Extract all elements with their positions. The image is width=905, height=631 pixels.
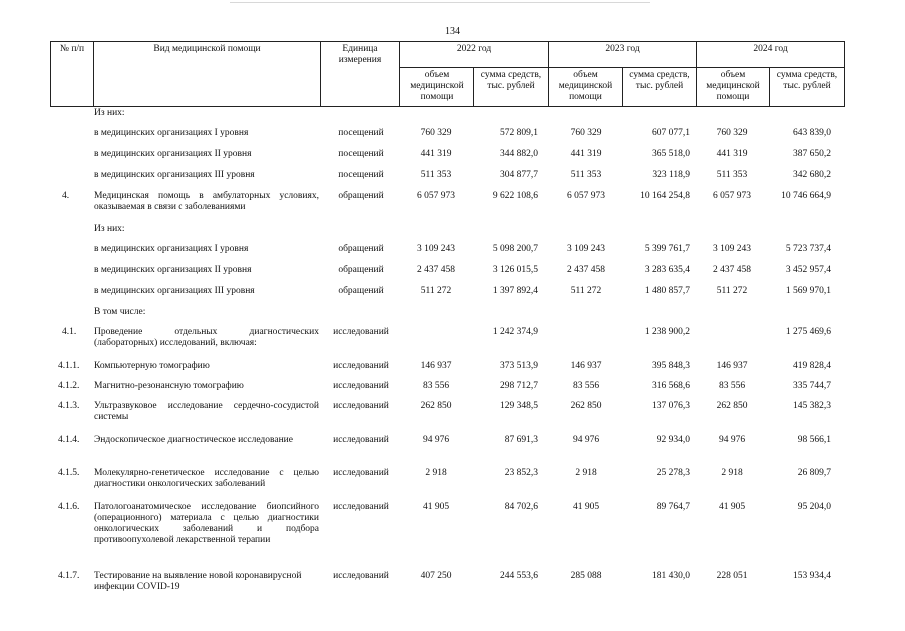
- row-sum-2024: 342 680,2: [793, 170, 831, 180]
- row-number: 4.1.: [62, 327, 77, 337]
- row-sum-2022: 3 126 015,5: [492, 265, 538, 275]
- row-volume-2024: 511 272: [716, 286, 748, 296]
- row-unit: обращений: [338, 286, 384, 296]
- row-volume-2023: 3 109 243: [567, 244, 605, 254]
- header-volume-2023: объем медицинской помощи: [558, 70, 613, 102]
- row-sum-2024: 419 828,4: [793, 361, 831, 371]
- row-sum-2023: 89 764,7: [656, 502, 690, 512]
- row-name: В том числе:: [94, 307, 146, 317]
- row-volume-2022: 41 905: [422, 502, 450, 512]
- header-year-2023: 2023 год: [605, 44, 640, 54]
- row-volume-2024: 262 850: [716, 401, 748, 411]
- row-name: Магнитно-резонансную томографию: [94, 381, 244, 391]
- header-volume-2024: объем медицинской помощи: [706, 70, 760, 102]
- row-sum-2024: 1 275 469,6: [785, 327, 831, 337]
- row-name: Компьютерную томографию: [94, 361, 210, 371]
- header-border: [769, 67, 770, 106]
- row-sum-2024: 95 204,0: [797, 502, 831, 512]
- scan-artifact-line: [230, 2, 650, 5]
- row-volume-2023: 94 976: [572, 435, 600, 445]
- row-number: 4.1.7.: [58, 571, 80, 581]
- row-volume-2022: 6 057 973: [417, 191, 455, 201]
- row-volume-2022: 511 272: [420, 286, 452, 296]
- row-volume-2022: 94 976: [422, 435, 450, 445]
- row-sum-2024: 153 934,4: [793, 571, 831, 581]
- row-sum-2024: 1 569 970,1: [785, 286, 831, 296]
- row-sum-2022: 9 622 108,6: [492, 191, 538, 201]
- row-sum-2023: 92 934,0: [656, 435, 690, 445]
- row-volume-2023: 83 556: [572, 381, 600, 391]
- row-volume-2023: 146 937: [570, 361, 602, 371]
- row-sum-2022: 298 712,7: [500, 381, 538, 391]
- row-volume-2022: 2 918: [425, 468, 447, 478]
- row-name: Ультразвуковое исследование сердечно-сосудистой системы: [94, 401, 319, 422]
- row-volume-2024: 6 057 973: [713, 191, 751, 201]
- row-unit: посещений: [338, 128, 384, 138]
- row-volume-2023: 760 329: [570, 128, 602, 138]
- row-volume-2023: 41 905: [572, 502, 600, 512]
- row-volume-2023: 441 319: [570, 149, 602, 159]
- row-unit: исследований: [333, 468, 389, 478]
- row-sum-2024: 98 566,1: [797, 435, 831, 445]
- row-sum-2023: 3 283 635,4: [644, 265, 690, 275]
- header-sum-2023: сумма средств, тыс. рублей: [629, 70, 690, 91]
- row-sum-2024: 643 839,0: [793, 128, 831, 138]
- row-name: Из них:: [94, 108, 125, 118]
- row-volume-2022: 407 250: [420, 571, 452, 581]
- row-sum-2023: 1 480 857,7: [644, 286, 690, 296]
- row-volume-2023: 511 353: [570, 170, 602, 180]
- row-volume-2024: 441 319: [716, 149, 748, 159]
- row-sum-2024: 3 452 957,4: [785, 265, 831, 275]
- row-volume-2022: 262 850: [420, 401, 452, 411]
- row-sum-2023: 25 278,3: [656, 468, 690, 478]
- row-sum-2022: 244 553,6: [500, 571, 538, 581]
- row-volume-2023: 2 437 458: [567, 265, 605, 275]
- row-sum-2022: 5 098 200,7: [492, 244, 538, 254]
- row-sum-2024: 387 650,2: [793, 149, 831, 159]
- row-sum-2023: 323 118,9: [652, 170, 690, 180]
- row-sum-2023: 395 848,3: [652, 361, 690, 371]
- row-sum-2023: 316 568,6: [652, 381, 690, 391]
- header-border: [320, 42, 321, 106]
- row-volume-2024: 3 109 243: [713, 244, 751, 254]
- row-volume-2023: 285 088: [570, 571, 602, 581]
- row-sum-2024: 145 382,3: [793, 401, 831, 411]
- row-sum-2024: 335 744,7: [793, 381, 831, 391]
- row-sum-2022: 84 702,6: [504, 502, 538, 512]
- row-name: в медицинских организациях III уровня: [94, 286, 255, 296]
- row-volume-2024: 146 937: [716, 361, 748, 371]
- row-sum-2024: 5 723 737,4: [785, 244, 831, 254]
- row-unit: посещений: [338, 149, 384, 159]
- row-name: в медицинских организациях I уровня: [94, 244, 249, 254]
- row-name: Тестирование на выявление новой коронавирусной инфекции COVID-19: [94, 571, 302, 592]
- header-sum-2024: сумма средств, тыс. рублей: [776, 70, 838, 91]
- row-volume-2023: 6 057 973: [567, 191, 605, 201]
- row-volume-2024: 511 353: [716, 170, 748, 180]
- row-sum-2022: 1 242 374,9: [492, 327, 538, 337]
- row-volume-2024: 41 905: [718, 502, 746, 512]
- row-sum-2022: 129 348,5: [500, 401, 538, 411]
- row-sum-2023: 181 430,0: [652, 571, 690, 581]
- row-sum-2022: 1 397 892,4: [492, 286, 538, 296]
- row-unit: исследований: [333, 381, 389, 391]
- row-name: в медицинских организациях III уровня: [94, 170, 255, 180]
- row-sum-2022: 572 809,1: [500, 128, 538, 138]
- header-unit: Единица измерения: [338, 44, 382, 65]
- row-volume-2024: 2 918: [721, 468, 743, 478]
- row-unit: исследований: [333, 435, 389, 445]
- row-number: 4.1.5.: [58, 468, 80, 478]
- row-number: 4.1.4.: [58, 435, 80, 445]
- header-border: [622, 67, 623, 106]
- header-sum-2022: сумма средств, тыс. рублей: [480, 70, 542, 91]
- header-year-2022: 2022 год: [456, 44, 492, 54]
- row-sum-2022: 304 877,7: [500, 170, 538, 180]
- row-name: Медицинская помощь в амбулаторных условиях, оказываемая в связи с заболеваниями: [94, 191, 319, 212]
- row-volume-2022: 2 437 458: [417, 265, 455, 275]
- row-number: 4.1.2.: [58, 381, 80, 391]
- row-name: Из них:: [94, 224, 125, 234]
- row-volume-2022: 441 319: [420, 149, 452, 159]
- row-volume-2024: 228 051: [716, 571, 748, 581]
- row-sum-2023: 607 077,1: [652, 128, 690, 138]
- row-sum-2022: 23 852,3: [504, 468, 538, 478]
- row-number: 4.1.6.: [58, 502, 80, 512]
- header-border: [50, 42, 51, 106]
- row-name: Патологоанатомическое исследование биопсийного (операционного) материала с целью диагностики онкологических заболеваний и подбора противоопухолевой лекарственной терапии: [94, 502, 319, 545]
- row-number: 4.: [62, 191, 70, 201]
- row-volume-2022: 146 937: [420, 361, 452, 371]
- row-number: 4.1.3.: [58, 401, 80, 411]
- header-year-2024: 2024 год: [753, 44, 788, 54]
- row-unit: обращений: [338, 265, 384, 275]
- row-sum-2024: 26 809,7: [797, 468, 831, 478]
- row-sum-2023: 365 518,0: [652, 149, 690, 159]
- row-name: в медицинских организациях II уровня: [94, 149, 252, 159]
- row-unit: обращений: [338, 191, 384, 201]
- row-sum-2023: 1 238 900,2: [644, 327, 690, 337]
- row-volume-2022: 83 556: [422, 381, 450, 391]
- header-type: Вид медицинской помощи: [153, 44, 261, 54]
- row-volume-2024: 83 556: [718, 381, 746, 391]
- row-volume-2023: 2 918: [575, 468, 597, 478]
- row-volume-2024: 2 437 458: [713, 265, 751, 275]
- row-sum-2024: 10 746 664,9: [781, 191, 831, 201]
- row-unit: исследований: [333, 327, 389, 337]
- row-sum-2022: 344 882,0: [500, 149, 538, 159]
- row-unit: обращений: [338, 244, 384, 254]
- row-unit: посещений: [338, 170, 384, 180]
- row-name: Проведение отдельных диагностических (лабораторных) исследований, включая:: [94, 327, 319, 348]
- row-volume-2022: 760 329: [420, 128, 452, 138]
- row-sum-2023: 5 399 761,7: [644, 244, 690, 254]
- row-sum-2022: 87 691,3: [504, 435, 538, 445]
- row-volume-2023: 262 850: [570, 401, 602, 411]
- row-volume-2022: 511 353: [420, 170, 452, 180]
- header-num: № п/п: [59, 44, 85, 54]
- row-volume-2024: 760 329: [716, 128, 748, 138]
- row-sum-2023: 10 164 254,8: [640, 191, 690, 201]
- row-name: Эндоскопическое диагностическое исследование: [94, 435, 293, 445]
- row-unit: исследований: [333, 502, 389, 512]
- row-unit: исследований: [333, 361, 389, 371]
- row-volume-2024: 94 976: [718, 435, 746, 445]
- row-sum-2023: 137 076,3: [652, 401, 690, 411]
- page-number: 134: [445, 26, 460, 37]
- row-volume-2022: 3 109 243: [417, 244, 455, 254]
- row-sum-2022: 373 513,9: [500, 361, 538, 371]
- table-header: [50, 41, 845, 107]
- row-number: 4.1.1.: [58, 361, 80, 371]
- row-unit: исследований: [333, 571, 389, 581]
- header-border: [844, 42, 845, 106]
- row-name: в медицинских организациях I уровня: [94, 128, 249, 138]
- row-name: Молекулярно-генетическое исследование с целью диагностики онкологических заболеваний: [94, 468, 319, 489]
- header-border: [473, 67, 474, 106]
- row-unit: исследований: [333, 401, 389, 411]
- header-volume-2022: объем медицинской помощи: [410, 70, 464, 102]
- row-volume-2023: 511 272: [570, 286, 602, 296]
- row-name: в медицинских организациях II уровня: [94, 265, 252, 275]
